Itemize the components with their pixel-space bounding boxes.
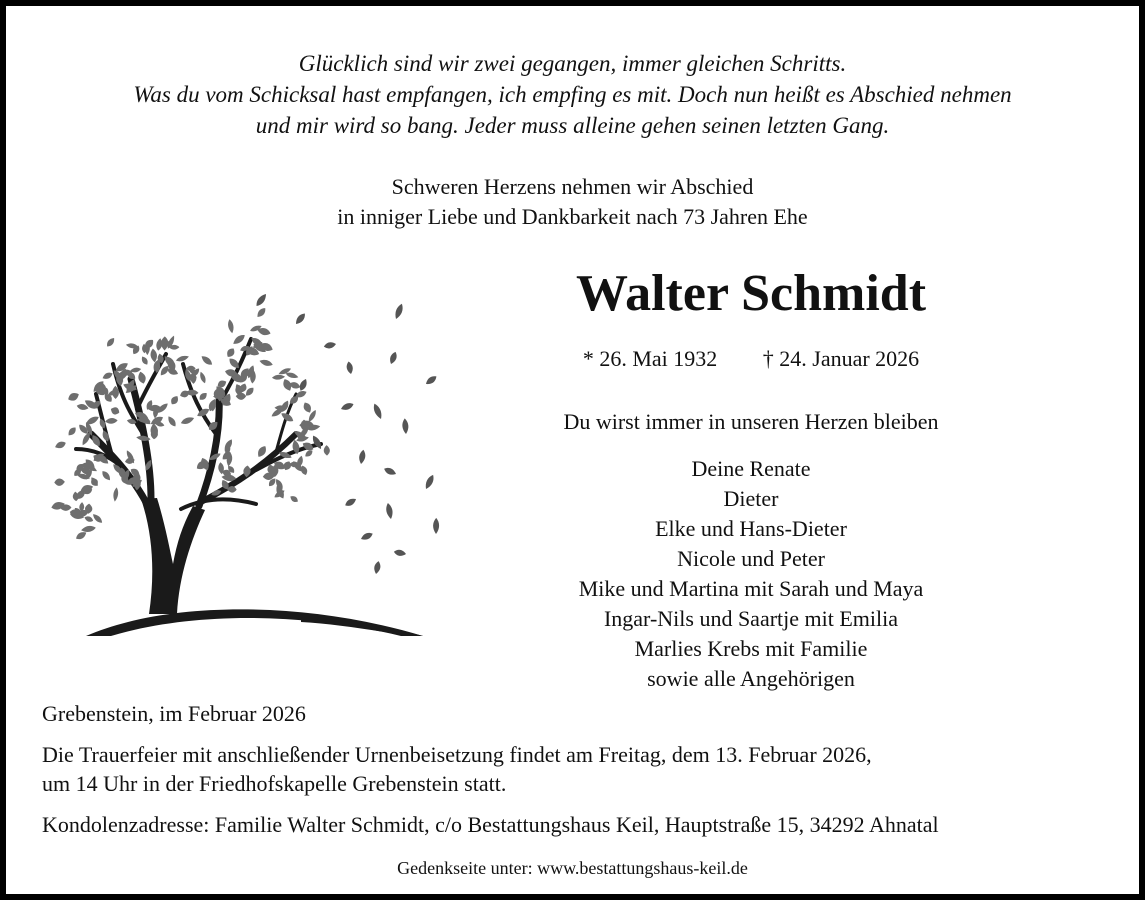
place-and-date: Grebenstein, im Februar 2026	[42, 701, 306, 726]
mourner: Elke und Hans-Dieter	[655, 516, 847, 541]
tree-with-falling-leaves-icon	[51, 284, 451, 644]
mourner: Ingar-Nils und Saartje mit Emilia	[603, 606, 899, 631]
mourner: Marlies Krebs mit Familie	[634, 636, 868, 661]
intro-line: Schweren Herzens nehmen wir Abschied	[391, 174, 754, 199]
mourner: Nicole und Peter	[677, 546, 825, 571]
mourner: Deine Renate	[691, 456, 811, 481]
death-date: † 24. Januar 2026	[762, 346, 920, 371]
life-dates	[506, 344, 996, 374]
poem-line: Glücklich sind wir zwei gegangen, immer gleichen Schritts.	[298, 51, 847, 76]
mourner: Mike und Martina mit Sarah und Maya	[578, 576, 924, 601]
motto: Du wirst immer in unseren Herzen bleiben	[563, 409, 939, 434]
deceased-name: Walter Schmidt	[575, 265, 927, 322]
mourner: Dieter	[723, 486, 779, 511]
condolence-address: Kondolenzadresse: Familie Walter Schmidt, c/o Bestattungshaus Keil, Hauptstraße 15, 34292 Ahnatal	[42, 812, 939, 837]
ceremony-info	[42, 740, 872, 798]
mourners-list	[506, 454, 996, 694]
birth-date: * 26. Mai 1932	[582, 346, 718, 371]
poem	[26, 48, 1119, 141]
ceremony-line: um 14 Uhr in der Friedhofskapelle Grebenstein statt.	[42, 771, 507, 796]
intro-line: in inniger Liebe und Dankbarkeit nach 73 Jahren Ehe	[337, 204, 808, 229]
memorial-page-link[interactable]: Gedenkseite unter: www.bestattungshaus-keil.de	[397, 858, 748, 878]
tree-trunk-icon	[76, 339, 423, 636]
intro-text	[26, 172, 1119, 232]
mourner: sowie alle Angehörigen	[647, 666, 855, 691]
ceremony-line: Die Trauerfeier mit anschließender Urnenbeisetzung findet am Freitag, dem 13. Februar 2026,	[42, 742, 872, 767]
poem-line: Was du vom Schicksal hast empfangen, ich empfing es mit. Doch nun heißt es Abschied nehmen	[133, 82, 1012, 107]
poem-line: und mir wird so bang. Jeder muss alleine gehen seinen letzten Gang.	[255, 113, 890, 138]
